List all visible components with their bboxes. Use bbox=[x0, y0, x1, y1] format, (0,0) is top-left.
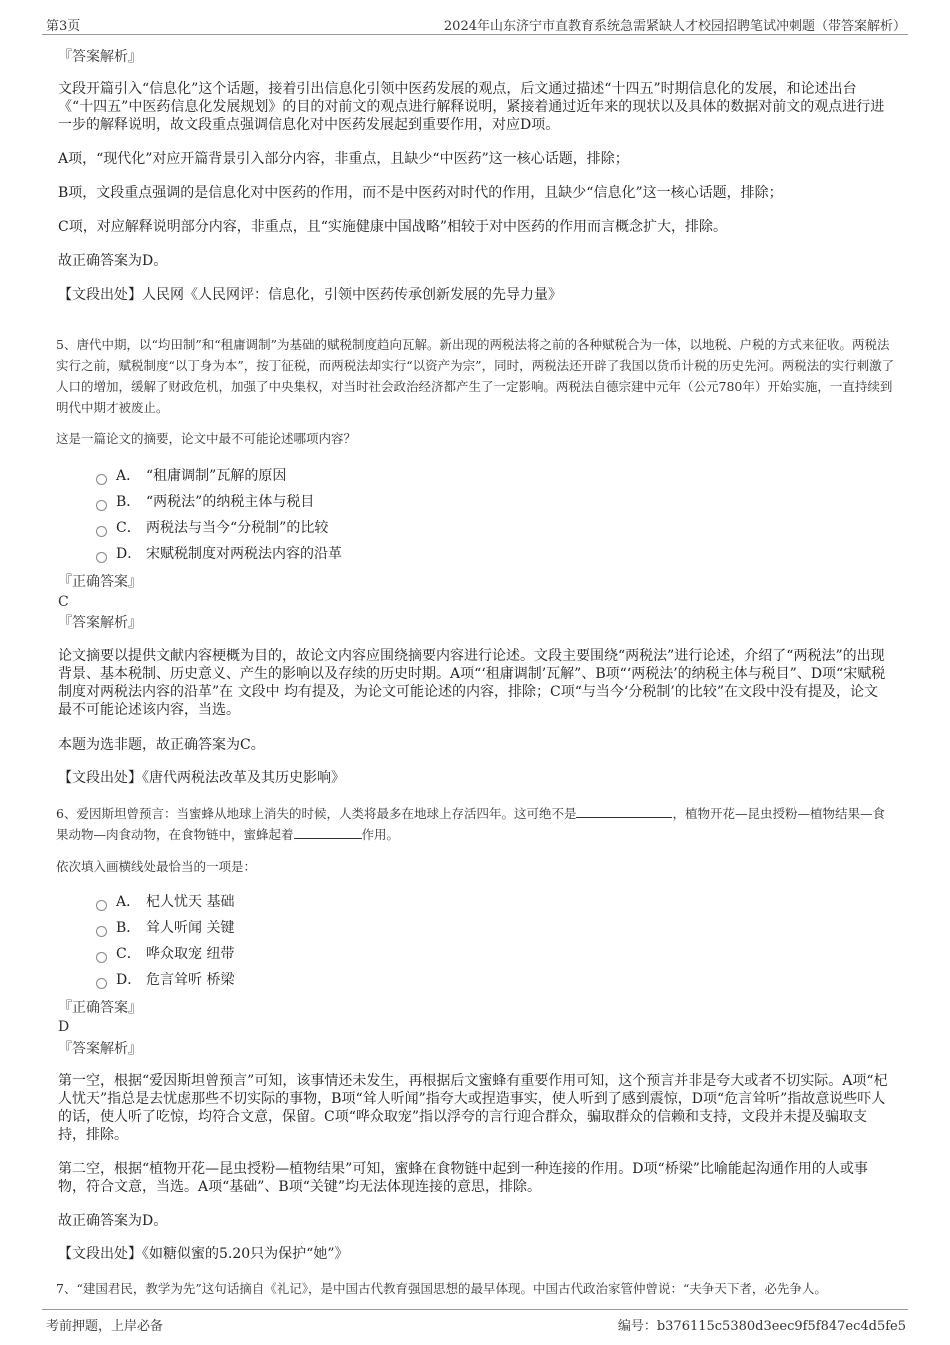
answer-value: C bbox=[58, 594, 69, 610]
analysis-option-a: A项，“现代化”对应开篇背景引入部分内容，非重点，且缺少“中医药”这一核心话题，排除； bbox=[58, 151, 629, 167]
analysis-paragraph: 论文摘要以提供文献内容梗概为目的，故论文内容应围绕摘要内容进行论述。文段主要围绕“两税法”进行论述，介绍了“两税法”的出现背景、基本税制、历史意义、产生的影响以及存续的历史时期。A项“‘租庸调制’瓦解”、B项“‘两税法’的纳税主体与税目”、D项“宋赋税制度对两税法内容的沿革”在 文段中 均有提及，为论文可能论述的内容，排除；C项“与当今‘分税制’的比较”在文段中没有提及，论文最不可能论述该内容，当选。 bbox=[58, 648, 886, 718]
radio-icon[interactable] bbox=[96, 526, 107, 537]
radio-icon[interactable] bbox=[96, 952, 107, 963]
radio-icon[interactable] bbox=[96, 500, 107, 511]
q5-stem: 5、唐代中期，以“均田制”和“租庸调制”为基础的赋税制度趋向瓦解。新出现的两税法将之前的各种赋税合为一体，以地税、户税的方式来征收。两税法实行之前，赋税制度“以丁身为本”，按丁征税，而两税法却实行“以资产为宗”，同时，两税法还开辟了我国以货币计税的历史先河。两税法的实行刺激了人口的增加，缓解了财政危机，加强了中央集权，对当时社会政治经济都产生了一定影响。两税法自德宗建中元年（公元780年）开始实施，一直持续到明代中期才被废止。 bbox=[56, 337, 895, 415]
radio-icon[interactable] bbox=[96, 978, 107, 989]
q5-option-c[interactable]: C． 两税法与当今“分税制”的比较 bbox=[96, 519, 328, 537]
analysis-paragraph: 第二空，根据“植物开花—昆虫授粉—植物结果”可知，蜜蜂在食物链中起到一种连接的作用。D项“桥梁”比喻能起沟通作用的人或事物，符合文意，当选。A项“基础”、B项“关键”均无法体现连接的意思，排除。 bbox=[58, 1161, 868, 1195]
conclusion: 故正确答案为D。 bbox=[58, 1213, 168, 1229]
source-citation: 【文段出处】人民网《人民网评：信息化，引领中医药传承创新发展的先导力量》 bbox=[58, 287, 562, 303]
analysis-label: 『答案解析』 bbox=[58, 615, 142, 631]
source-citation: 【文段出处】《如糖似蜜的5.20只为保护“她”》 bbox=[58, 1246, 349, 1262]
page-header bbox=[42, 12, 908, 35]
q7-stem: 7、“建国君民，教学为先”这句话摘自《礼记》，是中国古代教育强国思想的最早体现。中国古代政治家管仲曾说：“夫争天下者，必先争人。 bbox=[56, 1281, 827, 1296]
analysis-option-c: C项，对应解释说明部分内容，非重点，且“实施健康中国战略”相较于对中医药的作用而言概念扩大，排除。 bbox=[58, 219, 728, 235]
fill-blank bbox=[294, 824, 362, 839]
q6-option-c[interactable]: C． 哗众取宠 纽带 bbox=[96, 945, 234, 963]
radio-icon[interactable] bbox=[96, 926, 107, 937]
q5-option-a[interactable]: A． “租庸调制”瓦解的原因 bbox=[96, 467, 286, 485]
analysis-option-b: B项，文段重点强调的是信息化对中医药的作用，而不是中医药对时代的作用，且缺少“信息化”这一核心话题，排除； bbox=[58, 185, 783, 201]
q5-question: 这是一篇论文的摘要，论文中最不可能论述哪项内容？ bbox=[56, 431, 357, 446]
source-citation: 【文段出处】《唐代两税法改革及其历史影响》 bbox=[58, 770, 345, 786]
q5-option-b[interactable]: B． “两税法”的纳税主体与税目 bbox=[96, 493, 314, 511]
answer-label: 『正确答案』 bbox=[58, 574, 142, 590]
fill-blank bbox=[576, 803, 672, 818]
answer-label: 『正确答案』 bbox=[58, 1000, 142, 1016]
document-title: 2024年山东济宁市直教育系统急需紧缺人才校园招聘笔试冲刺题（带答案解析） bbox=[443, 19, 906, 34]
conclusion: 本题为选非题，故正确答案为C。 bbox=[58, 737, 265, 753]
page-footer bbox=[42, 1309, 908, 1334]
document-id: 编号：b376115c5380d3eec9f5f847ec4d5fe5 bbox=[617, 1319, 906, 1334]
q6-question: 依次填入画横线处最恰当的一项是： bbox=[56, 859, 257, 874]
radio-icon[interactable] bbox=[96, 552, 107, 563]
footer-slogan: 考前押题，上岸必备 bbox=[46, 1319, 164, 1334]
conclusion: 故正确答案为D。 bbox=[58, 253, 168, 269]
q6-option-b[interactable]: B． 耸人听闻 关键 bbox=[96, 919, 234, 937]
radio-icon[interactable] bbox=[96, 474, 107, 485]
analysis-paragraph: 文段开篇引入“信息化”这个话题，接着引出信息化引领中医药发展的观点，后文通过描述“十四五”时期信息化的发展，和论述出台《“十四五”中医药信息化发展规划》的目的对前文的观点进行解释说明，紧接着通过近年来的现状以及具体的数据对前文的观点进行进一步的解释说明，故文段重点强调信息化对中医药发展起到重要作用，对应D项。 bbox=[58, 81, 885, 133]
radio-icon[interactable] bbox=[96, 900, 107, 911]
q6-option-a[interactable]: A． 杞人忧天 基础 bbox=[96, 893, 234, 911]
analysis-label: 『答案解析』 bbox=[58, 49, 142, 65]
q6-option-d[interactable]: D． 危言耸听 桥梁 bbox=[96, 971, 234, 989]
analysis-label: 『答案解析』 bbox=[58, 1041, 142, 1057]
page-number: 第3页 bbox=[46, 19, 81, 34]
analysis-paragraph: 第一空，根据“爱因斯坦曾预言”可知，该事情还未发生，再根据后文蜜蜂有重要作用可知，这个预言并非是夸大或者不切实际。A项“杞人忧天”指总是去忧虑那些不切实际的事物，B项“耸人听闻”指夸大或捏造事实，使人听到了感到震惊，D项“危言耸听”指故意说些吓人的话，使人听了吃惊，均符合文意，保留。C项“哗众取宠”指以浮夸的言行迎合群众，骗取群众的信赖和支持，文段并未提及骗取支持，排除。 bbox=[58, 1073, 888, 1143]
q6-stem: 6、爱因斯坦曾预言：当蜜蜂从地球上消失的时候，人类将最多在地球上存活四年。这可绝不是 ，植物开花—昆虫授粉—植物结果—食果动物—肉食动物，在食物链中，蜜蜂起着 作用。 bbox=[56, 803, 896, 845]
answer-value: D bbox=[58, 1019, 70, 1035]
q5-option-d[interactable]: D． 宋赋税制度对两税法内容的沿革 bbox=[96, 545, 342, 563]
